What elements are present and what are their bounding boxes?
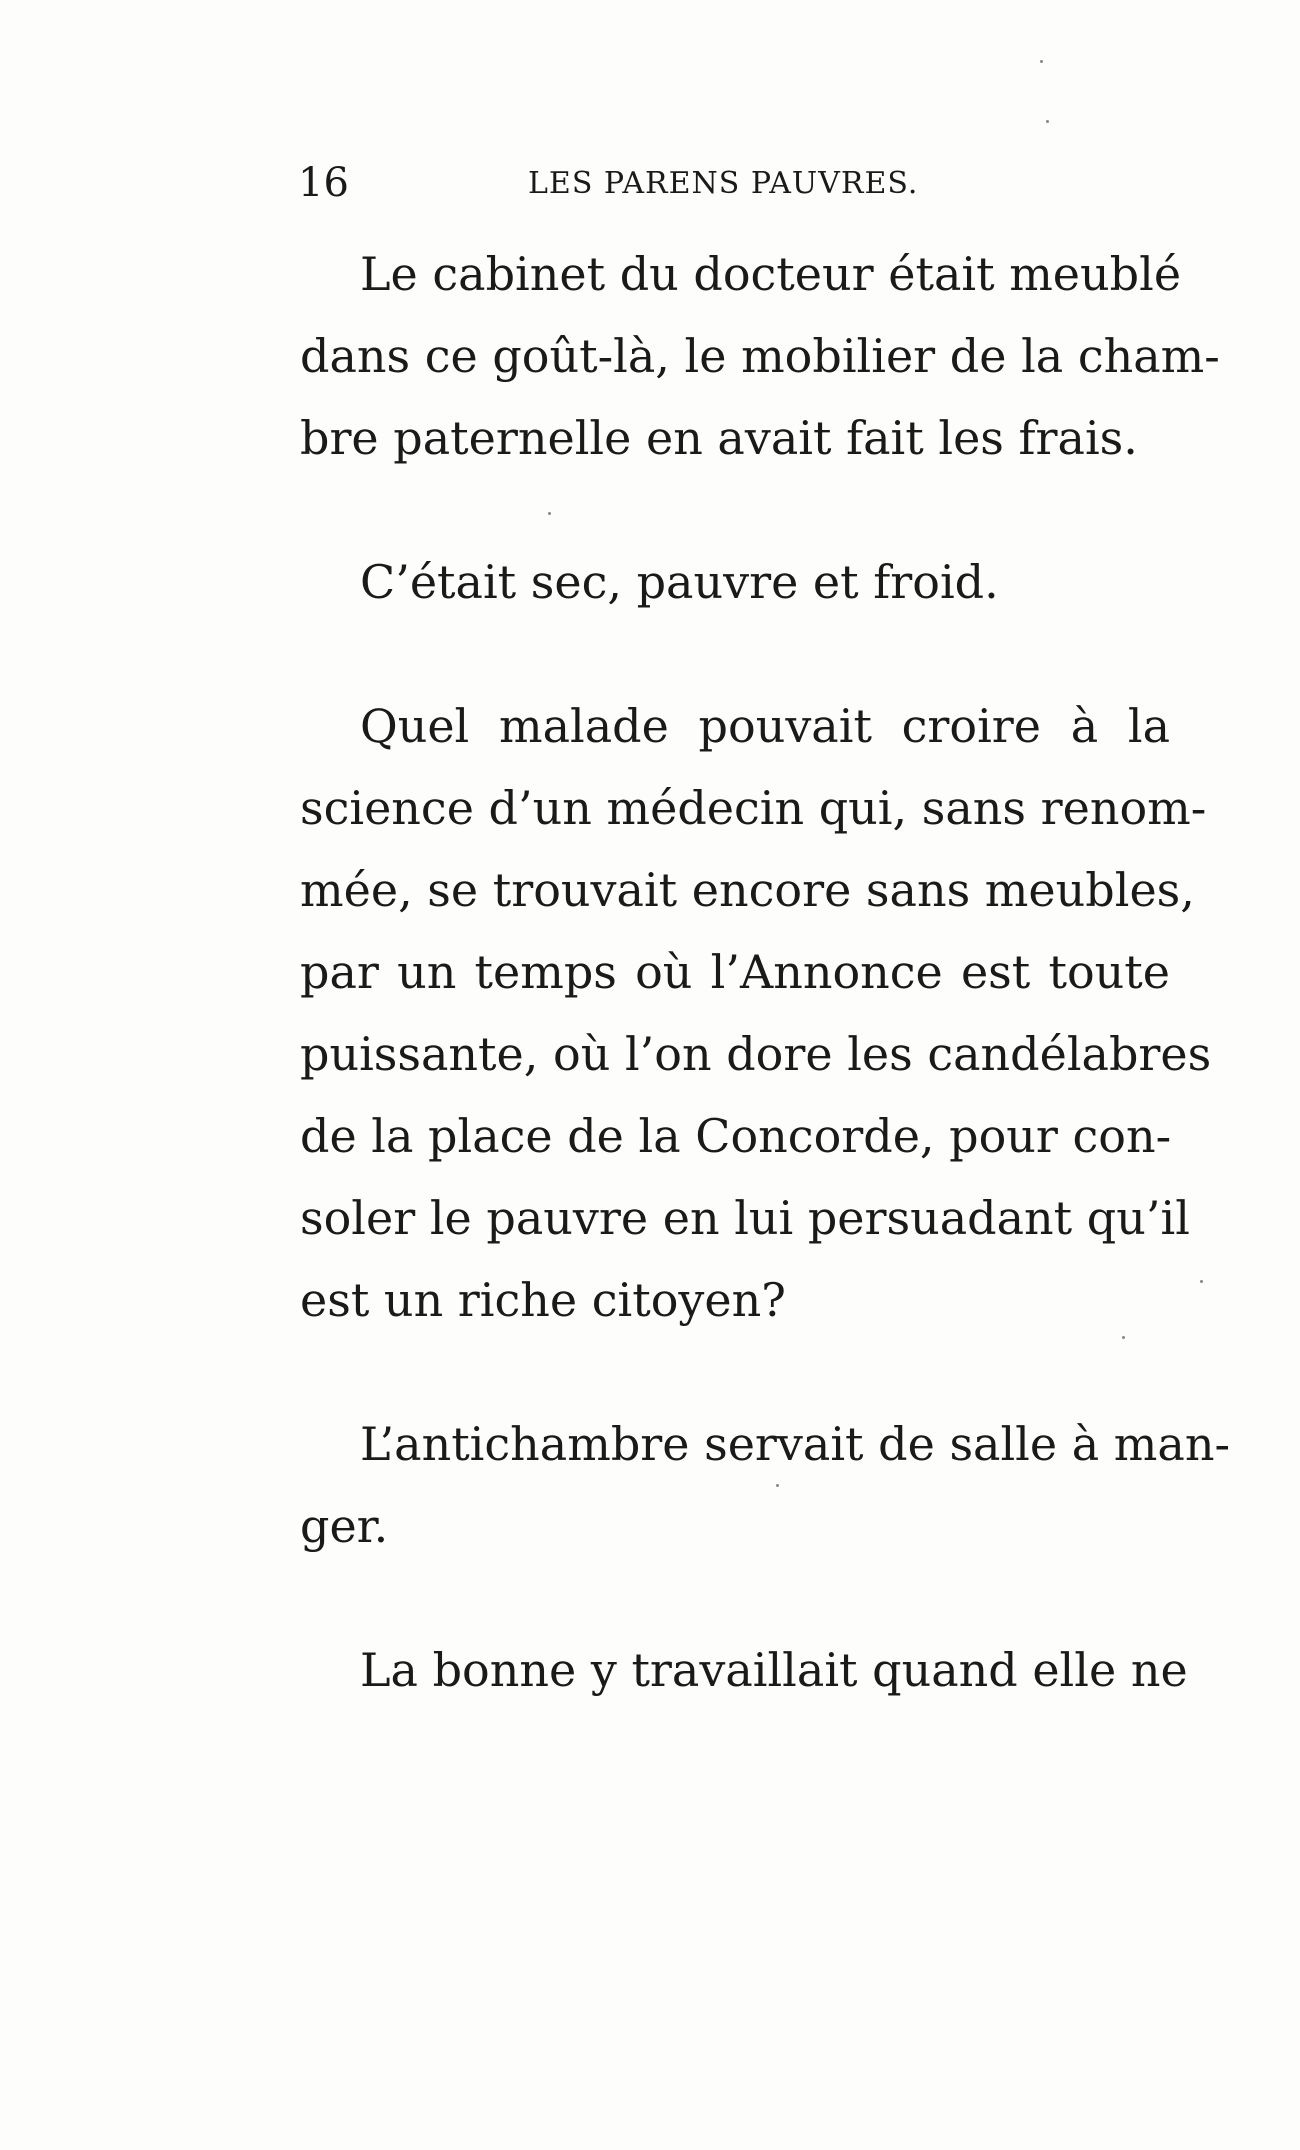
text-line: La bonne y travaillait quand elle ne (360, 1643, 1188, 1697)
text-line: L’antichambre servait de salle à man- (360, 1417, 1231, 1471)
text-line: Quel malade pouvait croire à la (360, 699, 1170, 753)
text-line: mée, se trouvait encore sans meubles, (300, 863, 1195, 917)
page-header (298, 158, 1178, 208)
scan-speck (548, 512, 551, 515)
text-line: soler le pauvre en lui persuadant qu’il (300, 1191, 1190, 1245)
scan-speck (1046, 120, 1049, 123)
running-title: LES PARENS PAUVRES. (528, 166, 919, 201)
text-line: dans ce goût-là, le mobilier de la cham- (300, 329, 1220, 383)
scan-speck (1200, 1280, 1203, 1283)
text-line: de la place de la Concorde, pour con- (300, 1109, 1172, 1163)
text-line: science d’un médecin qui, sans renom- (300, 781, 1207, 835)
text-line: C’était sec, pauvre et froid. (360, 555, 999, 609)
text-line: Le cabinet du docteur était meublé (360, 247, 1182, 301)
text-line: par un temps où l’Annonce est toute (300, 945, 1170, 999)
text-line: ger. (300, 1499, 389, 1553)
text-line: est un riche citoyen? (300, 1273, 786, 1327)
scan-speck (1040, 60, 1043, 63)
page-number: 16 (298, 160, 349, 206)
text-line: bre paternelle en avait fait les frais. (300, 411, 1138, 465)
text-line: puissante, où l’on dore les candélabres (300, 1027, 1212, 1081)
scan-speck (776, 1484, 779, 1487)
scan-speck (1122, 1336, 1125, 1339)
